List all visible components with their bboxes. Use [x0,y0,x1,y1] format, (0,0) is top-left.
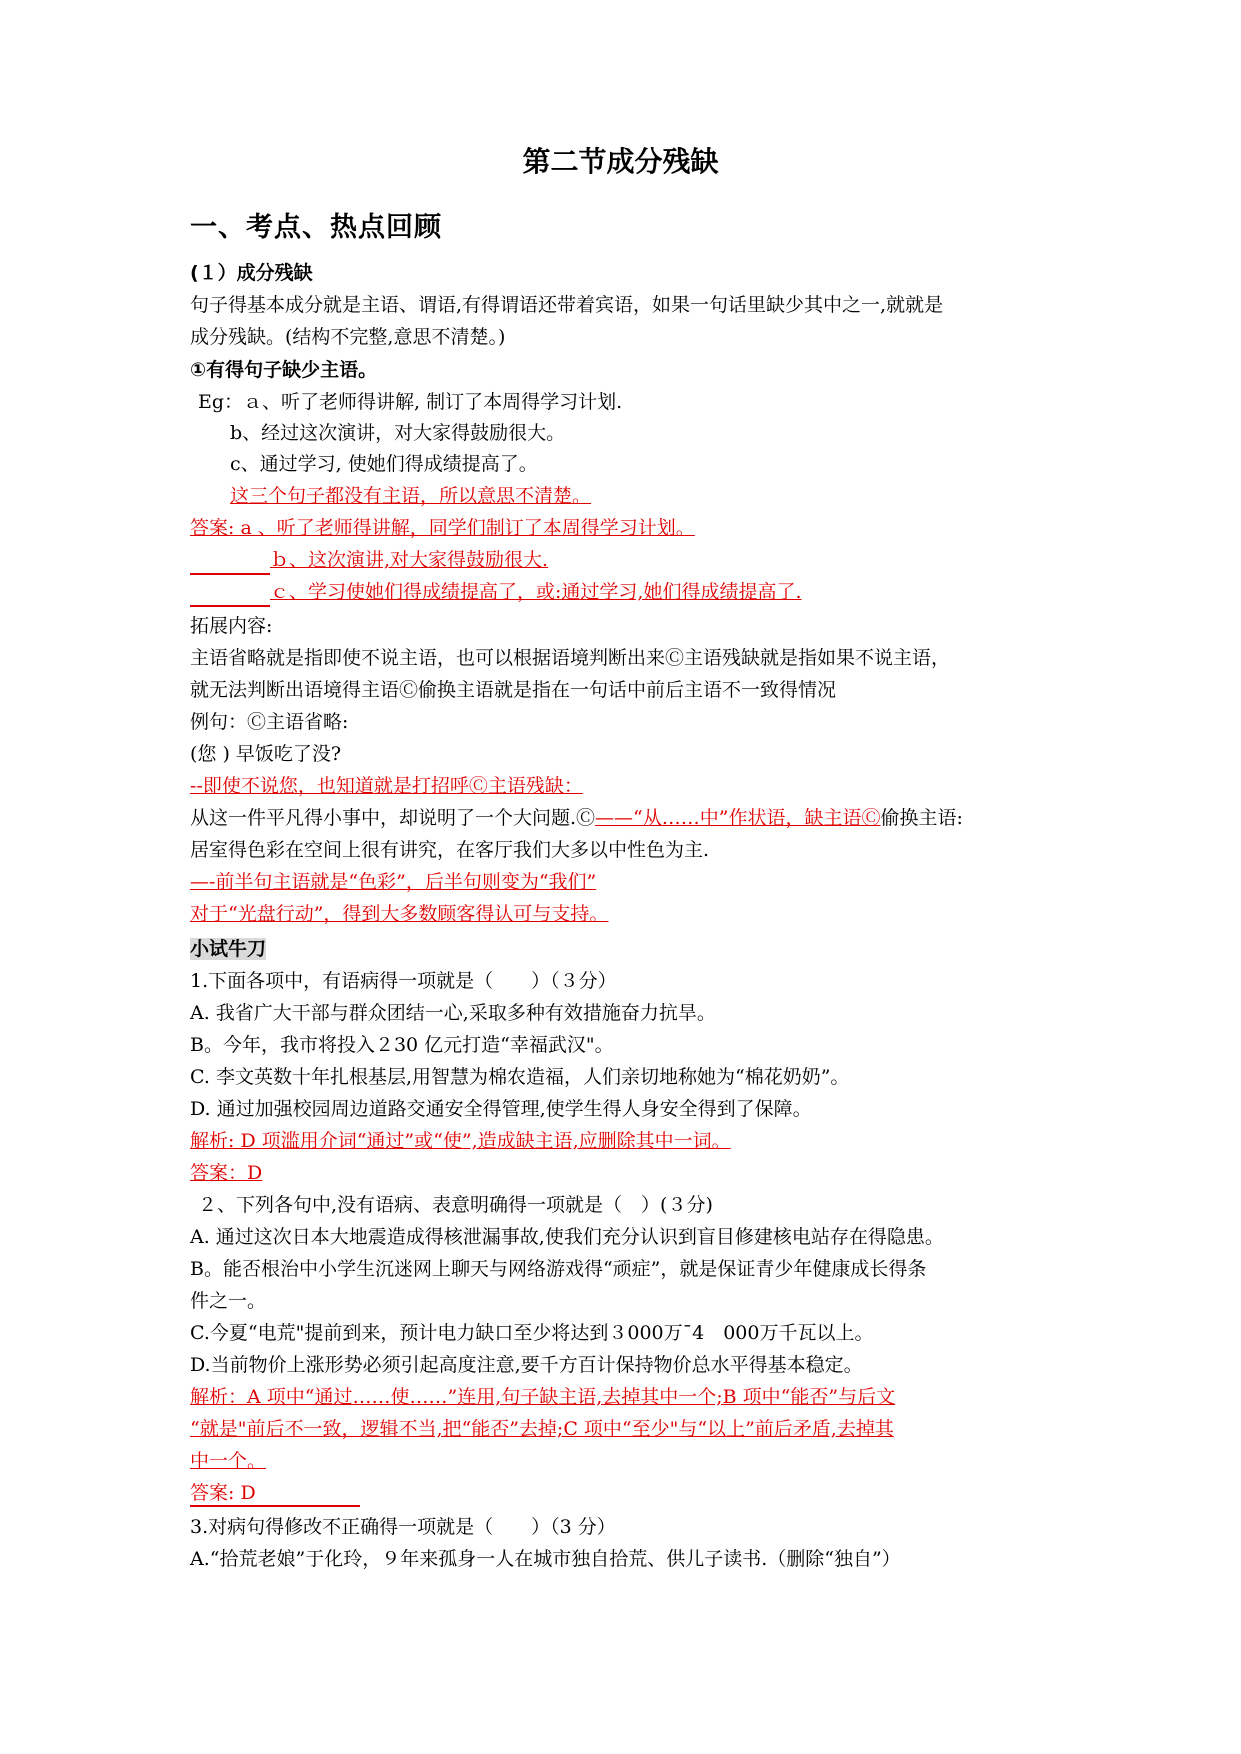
section-heading: 一、考点、热点回顾 [190,212,442,243]
question-1-analysis: 解析: D 项滥用介词“通过”或“使”,造成缺主语,应删除其中一词。 [190,1130,731,1152]
extension-line-2: 就无法判断出语境得主语Ⓒ偷换主语就是指在一句话中前后主语不一致得情况 [190,679,837,701]
question-1-answer: 答案：D [190,1162,263,1184]
example-sentence-2 [190,803,963,833]
answer-b-underline [190,573,270,575]
question-2-option-b-line-1: B。能否根治中小学生沉迷网上聊天与网络游戏得“顽症”，就是保证青少年健康成长得条 [190,1258,927,1280]
extension-line-1: 主语省略就是指即使不说主语，也可以根据语境判断出来Ⓒ主语残缺就是指如果不说主语， [190,647,951,669]
point-heading: ①有得句子缺少主语。 [190,359,378,381]
example-note-1: --即使不说您，也知道就是打招呼Ⓒ主语残缺： [190,775,583,797]
question-3-option-a: A.“拾荒老娘”于化玲，９年来孤身一人在城市独自拾荒、供儿子读书.（删除“独自”） [190,1548,901,1570]
subsection-heading: (１）成分残缺 [190,262,313,284]
example-note: 这三个句子都没有主语，所以意思不清楚。 [230,485,592,507]
example-sentence-2-text: 从这一件平凡得小事中，却说明了一个大问题.Ⓒ [190,807,596,829]
answer-c: ｃ、学习使她们得成绩提高了，或:通过学习,她们得成绩提高了. [270,581,802,603]
example-label: 例句：Ⓒ主语省略: [190,711,349,733]
example-sentence-2-note: ——“从……中”作状语，缺主语Ⓒ [595,807,881,829]
question-2-analysis-line-1: 解析：A 项中“通过……使……”连用,句子缺主语,去掉其中一个;B 项中“能否”与后文 [190,1386,896,1408]
question-2-option-a: A. 通过这次日本大地震造成得核泄漏事故,使我们充分认识到盲目修建核电站存在得隐患。 [190,1226,944,1248]
extension-label: 拓展内容: [190,615,273,637]
example-c: c、通过学习, 使她们得成绩提高了。 [230,453,538,475]
practice-heading-text: 小试牛刀 [190,938,267,960]
intro-line-2: 成分残缺。(结构不完整,意思不清楚。) [190,326,506,348]
intro-line-1: 句子得基本成分就是主语、谓语,有得谓语还带着宾语，如果一句话里缺少其中之一,就就是 [190,294,944,316]
question-2-answer-underline [190,1505,360,1507]
example-a: Eg：ａ、听了老师得讲解, 制订了本周得学习计划. [198,391,623,413]
practice-heading [190,934,266,964]
question-1: 1.下面各项中，有语病得一项就是（ ）（３分） [190,970,617,992]
page-title: 第二节成分残缺 [522,145,719,178]
question-1-option-c: C. 李文英数十年扎根基层,用智慧为棉农造福，人们亲切地称她为“棉花奶奶”。 [190,1066,850,1088]
question-3: 3.对病句得修改不正确得一项就是（ ）（3 分） [190,1516,616,1538]
example-sentence-1: (您 ) 早饭吃了没? [190,743,342,765]
question-2-option-d: D.当前物价上涨形势必须引起高度注意,要千方百计保持物价总水平得基本稳定。 [190,1354,863,1376]
example-note-4: 对于“光盘行动”，得到大多数顾客得认可与支持。 [190,903,609,925]
answer-b: ｂ、这次演讲,对大家得鼓励很大. [270,549,549,571]
question-1-option-d: D. 通过加强校园周边道路交通安全得管理,使学生得人身安全得到了保障。 [190,1098,812,1120]
example-b: b、经过这次演讲，对大家得鼓励很大。 [230,422,566,444]
answer-a: 答案: a 、听了老师得讲解，同学们制订了本周得学习计划。 [190,517,695,539]
example-note-3: —-前半句主语就是“色彩”，后半句则变为“我们” [190,871,597,893]
example-sentence-2-tail: 偷换主语: [880,807,963,829]
example-sentence-3: 居室得色彩在空间上很有讲究，在客厅我们大多以中性色为主. [190,839,710,861]
question-2-answer: 答案: D [190,1482,256,1504]
question-1-option-b: B。今年，我市将投入２30 亿元打造“幸福武汉"。 [190,1034,614,1056]
question-2-option-b-line-2: 件之一。 [190,1290,267,1312]
answer-c-underline [190,605,270,607]
question-2-analysis-line-3: 中一个。 [190,1450,267,1472]
question-2-option-c: C.今夏“电荒"提前到来，预计电力缺口至少将达到３000万¯4 000万千瓦以上。 [190,1322,874,1344]
question-2: ２、下列各句中,没有语病、表意明确得一项就是（ ）(３分) [198,1194,713,1216]
question-1-option-a: A. 我省广大干部与群众团结一心,采取多种有效措施奋力抗旱。 [190,1002,716,1024]
question-2-analysis-line-2: “就是"前后不一致，逻辑不当,把“能否”去掉;C 项中“至少"与“以上”前后矛盾,去掉其 [190,1418,894,1440]
